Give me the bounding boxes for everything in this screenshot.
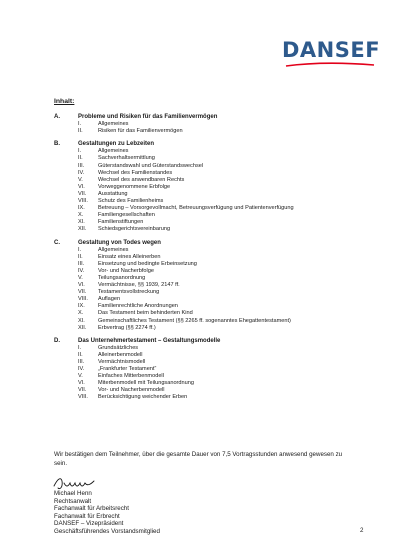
item-number: VIII. (78, 394, 88, 401)
item-number: VIII. (78, 198, 88, 205)
list-item (54, 155, 374, 162)
item-text: Risiken für das Familienvermögen (98, 128, 183, 135)
item-text: Familienstiftungen (98, 219, 144, 226)
list-item (54, 303, 374, 310)
item-text: Vermächtnisse, §§ 1939, 2147 ff. (98, 282, 180, 289)
list-item (54, 387, 374, 394)
page-number: 2 (360, 527, 364, 534)
item-number: III. (78, 260, 85, 267)
table-of-contents (54, 110, 374, 402)
item-number: VII. (78, 289, 87, 296)
list-item (54, 170, 374, 177)
item-text: Einfaches Mitterbenmodell (98, 373, 164, 380)
signer-line: Geschäftsführendes Vorstandsmitglied (54, 527, 160, 535)
item-number: I. (78, 344, 82, 351)
item-number: XI. (78, 219, 85, 226)
signer-line: Fachanwalt für Arbeitsrecht (54, 505, 129, 513)
list-item (54, 282, 374, 289)
section-title (54, 338, 374, 345)
item-number: I. (78, 246, 82, 253)
item-text: Wechsel des Familienstandes (98, 169, 173, 176)
item-text: Schutz des Familienheims (98, 198, 164, 205)
list-item (54, 373, 374, 380)
item-text: Einsetzung und bedingte Erbeinsetzung (98, 260, 197, 267)
item-text: Berücksichtigung weichender Erben (98, 394, 188, 401)
item-number: IV. (78, 169, 85, 176)
item-number: IV. (78, 267, 85, 274)
item-text: Das Testament beim behinderten Kind (98, 310, 193, 317)
item-text: Vor- und Nacherbenmodell (98, 387, 165, 394)
list-item (54, 177, 374, 184)
item-number: I. (78, 121, 82, 128)
list-item (54, 247, 374, 254)
list-item (54, 359, 374, 366)
item-text: Miterbenmodell mit Teilungsanordnung (98, 380, 194, 387)
item-text: Vermächtnismodell (98, 359, 146, 365)
signer-line: Rechtsanwalt (54, 497, 92, 505)
item-text: Testamentsvollstreckung (98, 289, 160, 296)
item-text: Vorweggenommene Erbfolge (98, 183, 171, 190)
list-item (54, 254, 374, 261)
item-text: Betreuung – Vorsorgevollmacht, Betreuungsverfügung und Patientenverfügung (98, 205, 294, 212)
section (54, 338, 374, 402)
logo-swoosh-icon (284, 60, 376, 70)
item-text: Einsatz eines Alleinerben (98, 253, 161, 260)
item-number: III. (78, 359, 85, 365)
item-text: Wechsel des anwendbaren Rechts (98, 176, 185, 183)
contents-heading: Inhalt: (54, 98, 75, 105)
item-text: Sachverhaltsermittlung (98, 155, 155, 162)
item-text: Allgemeines (98, 121, 129, 128)
item-number: II. (78, 351, 83, 358)
item-text: „Frankfurter Testament“ (98, 366, 157, 373)
section (54, 114, 374, 135)
list-item (54, 226, 374, 233)
item-text: Alleinerbenmodell (98, 351, 143, 358)
section-title-text: Das Unternehmertestament – Gestaltungsmodelle (78, 337, 221, 344)
item-number: V. (78, 373, 83, 380)
section-title (54, 141, 374, 148)
list-item (54, 128, 374, 135)
item-text: Ausstattung (98, 190, 128, 197)
list-item (54, 191, 374, 198)
list-item (54, 261, 374, 268)
list-item (54, 184, 374, 191)
item-number: V. (78, 274, 83, 281)
list-item (54, 219, 374, 226)
list-item (54, 212, 374, 219)
item-text: Auflagen (98, 296, 121, 303)
dansef-logo (282, 38, 381, 72)
item-text: Familiengesellschaften (98, 212, 155, 219)
item-number: IV. (78, 366, 85, 373)
list-item (54, 121, 374, 128)
section (54, 141, 374, 233)
item-number: II. (78, 253, 83, 260)
signer-block (54, 490, 160, 536)
list-item (54, 366, 374, 373)
item-number: X. (78, 310, 84, 317)
section-title-text: Gestaltungen zu Lebzeiten (78, 141, 155, 148)
signer-line: Fachanwalt für Erbrecht (54, 512, 120, 520)
item-number: IX. (78, 303, 85, 310)
item-number: XII. (78, 226, 87, 233)
list-item (54, 310, 374, 317)
item-text: Erbvertrag (§§ 2274 ff.) (98, 324, 156, 331)
item-number: I. (78, 148, 82, 155)
logo-text: DANSEF (282, 38, 381, 62)
signature-icon (52, 475, 96, 491)
item-number: V. (78, 176, 83, 183)
list-item (54, 352, 374, 359)
attendance-confirmation: Wir bestätigen dem Teilnehmer, über die gesamte Dauer von 7,5 Vortragsstunden anwesend gewesen zu sein. (54, 451, 343, 467)
section-title (54, 240, 374, 247)
signer-line: DANSEF – Vizepräsident (54, 520, 124, 528)
list-item (54, 205, 374, 212)
section-title-text: Gestaltung von Todes wegen (78, 239, 161, 246)
item-number: II. (78, 128, 83, 135)
item-number: VII. (78, 387, 87, 394)
section-letter: D. (54, 337, 60, 344)
list-item (54, 325, 374, 332)
list-item (54, 318, 374, 325)
item-number: II. (78, 155, 83, 162)
item-text: Vor- und Nacherbfolge (98, 267, 154, 274)
list-item (54, 148, 374, 155)
item-number: VIII. (78, 296, 88, 303)
item-text: Schiedsgerichtsvereinbarung (98, 226, 171, 233)
item-number: III. (78, 162, 85, 169)
item-text: Gemeinschaftliches Testament (§§ 2265 ff. sogenanntes Ehegattentestament) (98, 317, 291, 324)
section-letter: A. (54, 114, 60, 120)
item-number: VI. (78, 183, 85, 190)
section (54, 240, 374, 332)
item-text: Allgemeines (98, 246, 129, 253)
section-letter: C. (54, 239, 60, 246)
section-title (54, 114, 374, 121)
list-item (54, 296, 374, 303)
list-item (54, 289, 374, 296)
item-number: VI. (78, 282, 85, 289)
item-text: Güterstandswahl und Güterstandswechsel (98, 162, 204, 169)
item-text: Teilungsanordnung (98, 274, 146, 281)
list-item (54, 268, 374, 275)
list-item (54, 380, 374, 387)
section-letter: B. (54, 141, 60, 148)
item-number: IX. (78, 205, 85, 212)
list-item (54, 345, 374, 352)
list-item (54, 198, 374, 205)
item-number: XII. (78, 324, 87, 331)
item-text: Familienrechtliche Anordnungen (98, 303, 178, 310)
signer-line: Michael Henn (54, 490, 92, 497)
item-number: VII. (78, 190, 87, 197)
section-title-text: Probleme und Risiken für das Familienvermögen (78, 114, 218, 120)
item-number: X. (78, 212, 84, 219)
item-number: VI. (78, 380, 85, 387)
list-item (54, 394, 374, 401)
item-text: Allgemeines (98, 148, 129, 155)
list-item (54, 275, 374, 282)
item-text: Grundsätzliches (98, 344, 139, 351)
list-item (54, 163, 374, 170)
item-number: XI. (78, 317, 85, 324)
